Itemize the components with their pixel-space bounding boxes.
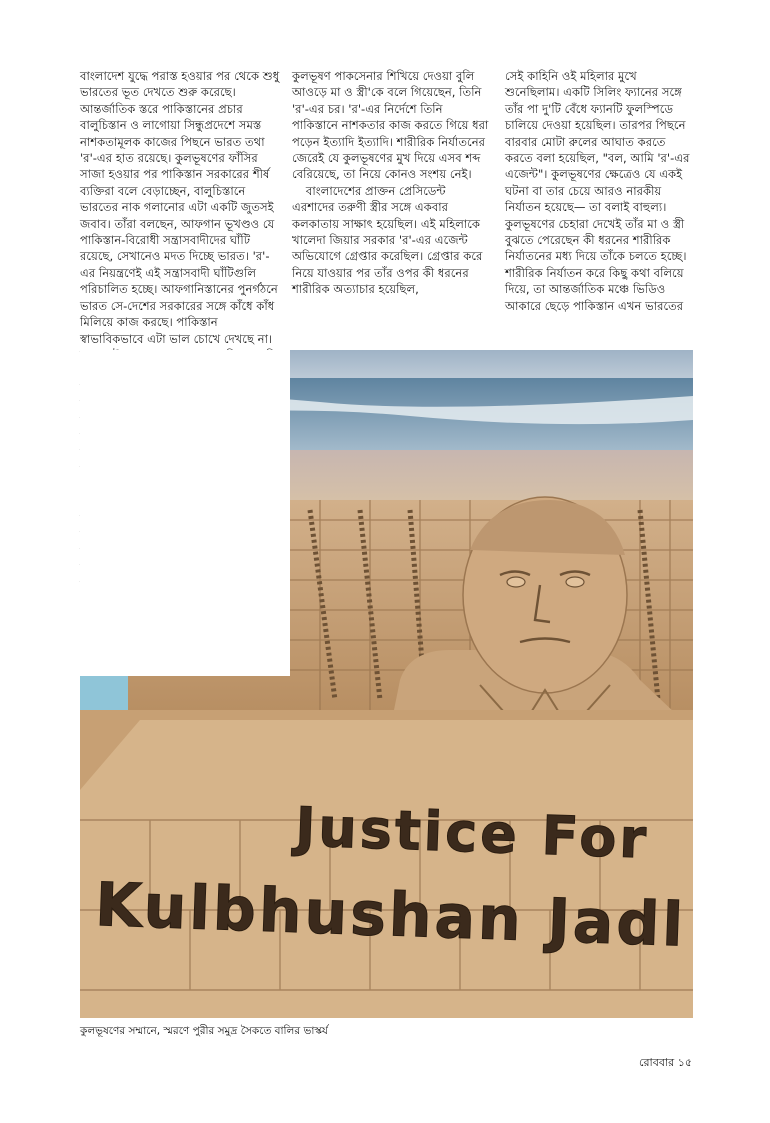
paragraph: সেই কাহিনি ওই মহিলার মুখে শুনেছিলাম। একটি সিলিং ফ্যানের সঙ্গে তাঁর পা দু'টি বেঁধে ফ্যানটি ফুলস্পিডে চালিয়ে দেওয়া হয়েছিল। তারপর পিছনে বারবার মোটা রুলের আঘাত করতে করতে বলা হয়েছিল, "বল, আমি 'র'-এর এজেন্ট"। কুলভূষণের ক্ষেত্রেও যে একই ঘটনা বা তার চেয়ে আরও নারকীয় নির্যাতন হয়েছে— তা বলাই বাহুল্য। কুলভূষণের চেহারা দেখেই তাঁর মা ও স্ত্রী বুঝতে পেরেছেন কী ধরনের শারীরিক নির্যাতনের মধ্য দিয়ে তাঁকে চলতে হচ্ছে। শারীরিক নির্যাতন করে কিছু কথা বলিয়ে দিয়ে, তা আন্তর্জাতিক মঞ্চে ভিডিও আকারে ছেড়ে পাকিস্তান এখন ভারতের xyxy=(505,69,690,313)
sand-text-line1: Justice For xyxy=(294,795,651,871)
article-column-2 xyxy=(292,68,489,298)
paragraph: বাংলাদেশের প্রাক্তন প্রেসিডেন্ট এরশাদের তরুণী স্ত্রীর সঙ্গে একবার কলকাতায় সাক্ষাৎ হয়েছিল। এই মহিলাকে খালেদা জিয়ার সরকার 'র'-এর এজেন্ট অভিযোগে গ্রেপ্তার করেছিল। গ্রেপ্তার করে নিয়ে যাওয়ার পর তাঁর ওপর কী ধরনের শারীরিক অত্যাচার হয়েছিল, xyxy=(292,183,483,297)
text-wrap-area xyxy=(80,350,290,676)
sand-sculpture-photo xyxy=(80,350,693,1018)
paragraph: বাংলাদেশ যুদ্ধে পরাস্ত হওয়ার পর থেকে শুধু ভারতের ভূত দেখতে শুরু করেছে। আন্তর্জাতিক স্তরে পাকিস্তানের প্রচার বালুচিস্তান ও লাগোয়া সিন্ধুপ্রদেশে সমস্ত নাশকতামূলক কাজের পিছনে ভারত তথা 'র'-এর হাত রয়েছে। কুলভূষণের ফাঁসির সাজা হওয়ার পর পাকিস্তান সরকারের শীর্ষ ব্যক্তিরা বলে বেড়াচ্ছেন, বালুচিস্তানে ভারতের নাক গলানোর এটা একটি জুতসই জবাব। তাঁরা বলছেন, আফগান ভূখণ্ডও যে পাকিস্তান-বিরোধী সন্ত্রাসবাদীদের ঘাঁটি রয়েছে, সেখানেও মদত দিচ্ছে ভারত। 'র'-এর নিয়ন্ত্রণেই এই সন্ত্রাসবাদী ঘাঁটিগুলি পরিচালিত হচ্ছে। আফগানিস্তানের পুনর্গঠনে ভারত সে-দেশের সরকারের সঙ্গে কাঁধে কাঁধ মিলিয়ে কাজ করছে। পাকিস্তান স্বাভাবিকভাবে এটা ভাল চোখে দেখছে না। xyxy=(80,69,280,346)
article-column-3 xyxy=(505,68,693,314)
page-folio: রোববার ১৫ xyxy=(639,1056,692,1069)
sand-text-line2: Kulbhushan Jadl xyxy=(94,870,688,961)
photo-caption: কুলভূষণের সম্মানে, স্মরণে পুরীর সমুদ্র সৈকতে বালির ভাস্কর্য xyxy=(80,1025,328,1037)
paragraph: কুলভূষণ পাকসেনার শিখিয়ে দেওয়া বুলি আওড়ে মা ও স্ত্রী'কে বলে গিয়েছেন, তিনি 'র'-এর চর। 'র'-এর নির্দেশে তিনি পাকিস্তানে নাশকতার কাজ করতে গিয়ে ধরা পড়েন ইত্যাদি ইত্যাদি। শারীরিক নির্যাতনের জেরেই যে কুলভূষণের মুখ দিয়ে এসব শব্দ বেরিয়েছে, তা নিয়ে কোনও সংশয় নেই। xyxy=(292,69,489,182)
